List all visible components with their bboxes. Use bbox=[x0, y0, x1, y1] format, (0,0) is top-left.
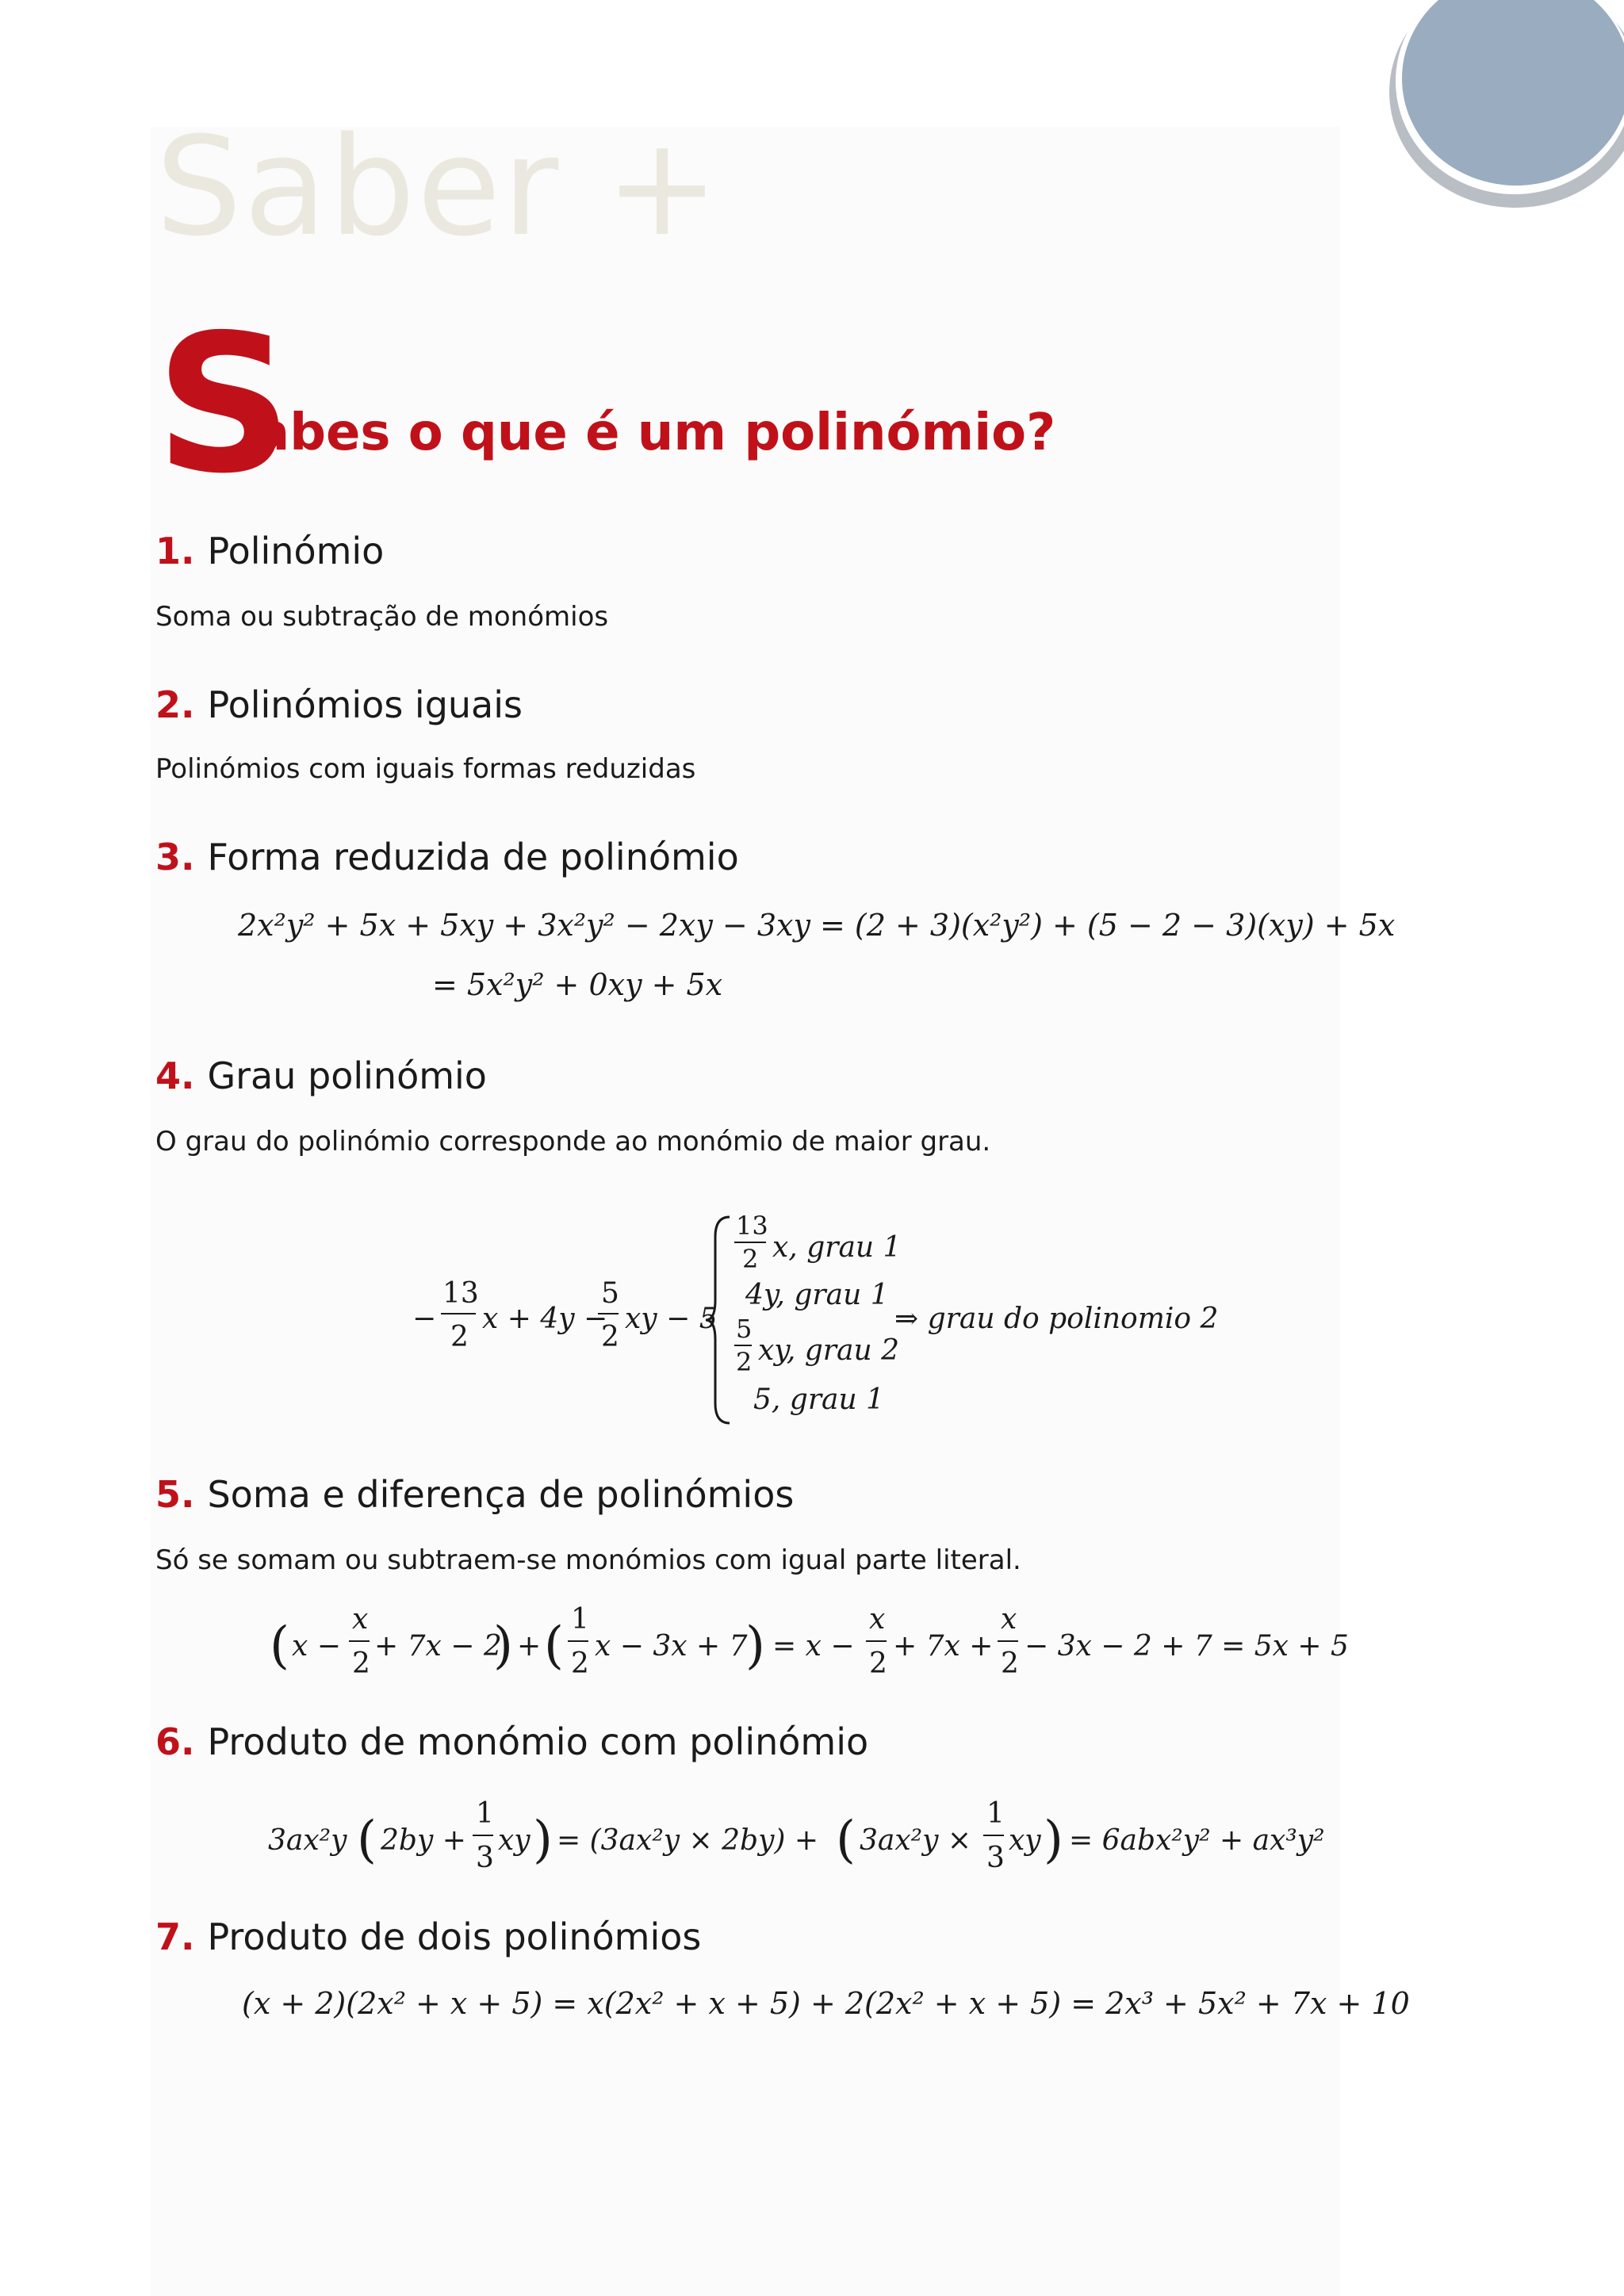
svg-text:5: 5 bbox=[736, 1314, 753, 1344]
svg-text:−: − bbox=[412, 1303, 437, 1335]
formula-monomial-product bbox=[268, 1788, 1378, 1891]
svg-text:(: ( bbox=[836, 1811, 856, 1869]
title-text: abes o que é um polinómio? bbox=[255, 404, 1056, 462]
svg-text:x: x bbox=[1001, 1603, 1017, 1636]
svg-text:xy: xy bbox=[498, 1824, 530, 1857]
svg-text:xy − 5: xy − 5 bbox=[625, 1303, 718, 1335]
svg-text:(: ( bbox=[270, 1617, 289, 1675]
svg-text:xy: xy bbox=[1009, 1824, 1041, 1857]
svg-text:− 3x − 2 + 7 = 5x + 5: − 3x − 2 + 7 = 5x + 5 bbox=[1025, 1630, 1349, 1663]
section-description-1: Soma ou subtração de monómios bbox=[155, 601, 609, 633]
svg-text:2: 2 bbox=[742, 1244, 759, 1274]
svg-text:(: ( bbox=[357, 1811, 377, 1869]
svg-text:x − 3x + 7: x − 3x + 7 bbox=[595, 1630, 748, 1663]
svg-text:3: 3 bbox=[476, 1842, 494, 1874]
section-number: 7. bbox=[155, 1915, 195, 1958]
section-title: Soma e diferença de polinómios bbox=[207, 1473, 795, 1516]
section-title: Grau polinómio bbox=[207, 1054, 487, 1097]
svg-text:13: 13 bbox=[442, 1277, 479, 1310]
svg-text:): ) bbox=[493, 1617, 513, 1675]
section-title: Forma reduzida de polinómio bbox=[207, 836, 739, 878]
degree-case-4: 5, grau 1 bbox=[753, 1383, 885, 1416]
section-number: 3. bbox=[155, 836, 195, 878]
svg-text:3ax²y: 3ax²y bbox=[268, 1824, 347, 1857]
formula-reduced-form-line-1: 2x²y² + 5x + 5xy + 3x²y² − 2xy − 3xy = (2 + 3)(x²y²) + (5 − 2 − 3)(xy) + 5x bbox=[238, 908, 1396, 943]
section-title: Produto de dois polinómios bbox=[207, 1915, 702, 1958]
svg-text:+: + bbox=[517, 1630, 542, 1663]
section-number: 6. bbox=[155, 1720, 195, 1763]
svg-text:2: 2 bbox=[450, 1321, 469, 1353]
section-number: 4. bbox=[155, 1054, 195, 1097]
svg-text:= (3ax²y × 2by) +: = (3ax²y × 2by) + bbox=[557, 1824, 819, 1857]
section-number: 1. bbox=[155, 530, 195, 572]
svg-text:3: 3 bbox=[986, 1842, 1005, 1874]
section-number: 2. bbox=[155, 683, 195, 726]
svg-text:x: x bbox=[352, 1603, 369, 1636]
section-title: Polinómio bbox=[207, 530, 385, 572]
svg-text:1: 1 bbox=[476, 1797, 494, 1830]
svg-text:(: ( bbox=[544, 1617, 564, 1675]
formula-degree bbox=[396, 1201, 1269, 1439]
section-heading-1 bbox=[155, 530, 384, 572]
svg-text:2: 2 bbox=[736, 1347, 753, 1377]
section-description-2: Polinómios com iguais formas reduzidas bbox=[155, 753, 696, 785]
svg-text:13: 13 bbox=[736, 1211, 768, 1241]
section-heading-6 bbox=[155, 1720, 868, 1763]
svg-text:x −: x − bbox=[292, 1630, 341, 1663]
degree-case-2: 4y, grau 1 bbox=[745, 1279, 889, 1311]
section-heading-5 bbox=[155, 1473, 794, 1516]
svg-text:): ) bbox=[1044, 1811, 1063, 1869]
formula-polynomial-product: (x + 2)(2x² + x + 5) = x(2x² + x + 5) + 2(2x² + x + 5) = 2x³ + 5x² + 7x + 10 bbox=[242, 1986, 1410, 2021]
formula-sum-difference bbox=[270, 1594, 1380, 1697]
section-title: Produto de monómio com polinómio bbox=[207, 1720, 869, 1763]
degree-conclusion: ⇒ grau do polinomio 2 bbox=[894, 1303, 1219, 1335]
section-number: 5. bbox=[155, 1473, 195, 1516]
svg-text:2: 2 bbox=[601, 1321, 619, 1353]
section-title: Polinómios iguais bbox=[207, 683, 523, 726]
svg-text:): ) bbox=[745, 1617, 765, 1675]
svg-text:2: 2 bbox=[869, 1647, 887, 1680]
kicker-title: Saber + bbox=[155, 107, 722, 266]
svg-text:2: 2 bbox=[352, 1647, 370, 1680]
svg-text:): ) bbox=[533, 1811, 553, 1869]
svg-text:+ 7x − 2: + 7x − 2 bbox=[374, 1630, 502, 1663]
section-description-5: Só se somam ou subtraem-se monómios com igual parte literal. bbox=[155, 1544, 1021, 1576]
section-description-4: O grau do polinómio corresponde ao monómio de maior grau. bbox=[155, 1126, 991, 1158]
svg-text:2: 2 bbox=[1001, 1647, 1019, 1680]
svg-text:1: 1 bbox=[986, 1797, 1005, 1830]
svg-text:+ 7x +: + 7x + bbox=[893, 1630, 994, 1663]
title-initial: S bbox=[155, 293, 293, 515]
section-heading-3 bbox=[155, 836, 739, 878]
section-heading-2 bbox=[155, 683, 523, 726]
section-heading-7 bbox=[155, 1915, 701, 1958]
svg-text:5: 5 bbox=[601, 1277, 619, 1310]
svg-text:= x −: = x − bbox=[772, 1630, 855, 1663]
svg-text:= 6abx²y² + ax³y²: = 6abx²y² + ax³y² bbox=[1069, 1824, 1325, 1857]
svg-text:x: x bbox=[869, 1603, 886, 1636]
degree-case-1: x, grau 1 bbox=[772, 1231, 902, 1264]
svg-text:3ax²y ×: 3ax²y × bbox=[860, 1824, 972, 1857]
svg-text:2by +: 2by + bbox=[381, 1824, 466, 1857]
section-heading-4 bbox=[155, 1054, 487, 1097]
degree-case-3: xy, grau 2 bbox=[758, 1334, 899, 1367]
svg-text:2: 2 bbox=[571, 1647, 589, 1680]
formula-reduced-form-line-2: = 5x²y² + 0xy + 5x bbox=[432, 967, 723, 1002]
svg-text:x + 4y −: x + 4y − bbox=[482, 1303, 608, 1335]
svg-text:1: 1 bbox=[571, 1603, 589, 1636]
